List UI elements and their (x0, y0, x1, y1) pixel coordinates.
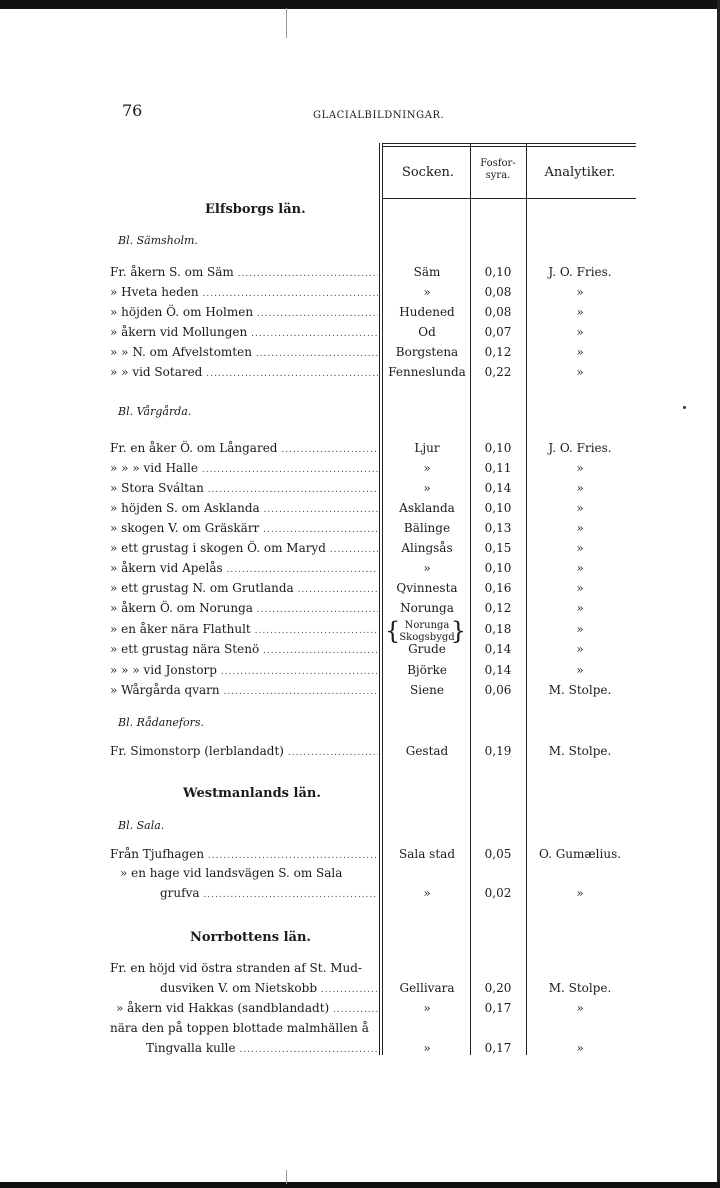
fosforsyra-cell: 0,13 (484, 521, 512, 535)
fosforsyra-cell: 0,22 (484, 365, 512, 379)
table-row (0, 959, 720, 979)
analytiker-cell: » (576, 461, 584, 475)
subsection-title: Bl. Sämsholm. (118, 234, 198, 247)
table-row (0, 539, 720, 559)
locality-desc-cont: Tingvalla kulle ..... (146, 1039, 378, 1059)
fosforsyra-cell: 0,12 (484, 345, 512, 359)
fosforsyra-cell: 0,14 (484, 481, 512, 495)
header-rule-bottom (382, 198, 636, 199)
table-row (0, 303, 720, 323)
table-row (0, 499, 720, 519)
section-heading: Westmanlands län. (183, 786, 321, 801)
analytiker-cell: » (576, 886, 584, 900)
column-header-fosforsyra (472, 158, 524, 182)
locality-desc: » åkern vid Mollungen ..... (110, 323, 378, 343)
table-row (0, 343, 720, 363)
left-brace: { (385, 617, 401, 645)
page-number: 76 (122, 101, 143, 120)
fosforsyra-cell: 0,10 (484, 561, 512, 575)
locality-desc: » åkern vid Hakkas (sandblandadt) ..... (116, 999, 378, 1019)
analytiker-cell: » (576, 365, 584, 379)
socken-cell: Grude (408, 642, 446, 656)
fosforsyra-cell: 0,07 (484, 325, 512, 339)
socken-cell: Qvinnesta (396, 581, 458, 595)
header-rule-top (382, 143, 636, 144)
fosforsyra-cell: 0,17 (484, 1041, 512, 1055)
socken-cell: » (423, 886, 431, 900)
analytiker-cell: J. O. Fries. (548, 265, 612, 279)
socken-line: Norunga (404, 620, 450, 631)
locality-desc: Fr. en höjd vid östra stranden af St. Mud- (110, 961, 362, 975)
fosforsyra-cell: 0,14 (484, 642, 512, 656)
socken-cell: » (423, 561, 431, 575)
analytiker-cell: O. Gumælius. (538, 847, 622, 861)
socken-cell: Gellivara (399, 981, 455, 995)
socken-cell: » (423, 285, 431, 299)
locality-desc: Från Tjufhagen ..... (110, 845, 378, 865)
socken-cell: Asklanda (399, 501, 455, 515)
socken-cell: Siene (410, 683, 444, 697)
locality-desc: nära den på toppen blottade malmhällen å (110, 1021, 369, 1035)
subsection-title: Bl. Rådanefors. (118, 716, 204, 729)
locality-desc: » ett grustag nära Stenö ..... (110, 640, 378, 660)
locality-desc: » höjden Ö. om Holmen ..... (110, 303, 378, 323)
analytiker-cell: M. Stolpe. (548, 744, 612, 758)
subsection-title: Bl. Vårgårda. (118, 405, 192, 418)
socken-cell: Borgstena (395, 345, 459, 359)
column-header-analytiker: Analytiker. (544, 165, 616, 180)
locality-desc: Fr. en åker Ö. om Långared ..... (110, 439, 378, 459)
socken-cell: Björke (407, 663, 447, 677)
analytiker-cell: » (576, 541, 584, 555)
table-row (0, 884, 720, 904)
analytiker-cell: M. Stolpe. (548, 981, 612, 995)
locality-desc: Fr. åkern S. om Säm ..... (110, 263, 378, 283)
fosforsyra-cell: 0,11 (484, 461, 512, 475)
table-row (0, 979, 720, 999)
table-row (0, 999, 720, 1019)
socken-cell: Od (418, 325, 436, 339)
fosforsyra-cell: 0,12 (484, 601, 512, 615)
fosforsyra-cell: 0,05 (484, 847, 512, 861)
socken-cell: Sala stad (399, 847, 455, 861)
table-row (0, 661, 720, 681)
analytiker-cell: » (576, 642, 584, 656)
socken-cell: Gestad (405, 744, 449, 758)
table-row (0, 845, 720, 865)
fosforsyra-cell: 0,10 (484, 441, 512, 455)
scan-border-bottom (0, 1182, 720, 1188)
locality-desc: » » N. om Afvelstomten ..... (110, 343, 378, 363)
locality-desc: » » » vid Jonstorp ..... (110, 661, 378, 681)
right-brace: } (450, 617, 466, 645)
locality-desc: » Wårgårda qvarn ..... (110, 681, 378, 701)
locality-desc-cont: grufva ..... (160, 884, 378, 904)
table-row (0, 1019, 720, 1039)
socken-cell: Bälinge (403, 521, 451, 535)
socken-cell: Fenneslunda (388, 365, 466, 379)
table-row (0, 479, 720, 499)
subsection-title: Bl. Sala. (118, 819, 165, 832)
fold-mark (286, 8, 287, 38)
socken-cell: Hudened (399, 305, 455, 319)
table-row (0, 640, 720, 660)
analytiker-cell: » (576, 1041, 584, 1055)
locality-desc: » » vid Sotared ..... (110, 363, 378, 383)
socken-cell: » (423, 1041, 431, 1055)
table-row (0, 519, 720, 539)
locality-desc: » Hveta heden ..... (110, 283, 378, 303)
analytiker-cell: M. Stolpe. (548, 683, 612, 697)
table-row (0, 283, 720, 303)
analytiker-cell: » (576, 561, 584, 575)
table-row (0, 864, 720, 884)
locality-desc-cont: dusviken V. om Nietskobb ..... (160, 979, 378, 999)
analytiker-cell: » (576, 305, 584, 319)
table-row (0, 363, 720, 383)
scan-border-top (0, 0, 720, 9)
socken-cell: Alingsås (401, 541, 453, 555)
analytiker-cell: » (576, 601, 584, 615)
fosforsyra-cell: 0,08 (484, 305, 512, 319)
analytiker-cell: » (576, 622, 584, 636)
table-row (0, 742, 720, 762)
fosforsyra-cell: 0,14 (484, 663, 512, 677)
table-row (0, 1039, 720, 1059)
section-heading: Elfsborgs län. (205, 202, 306, 217)
locality-desc: » en hage vid landsvägen S. om Sala (120, 866, 343, 880)
table-row (0, 559, 720, 579)
table-row (0, 579, 720, 599)
header-rule-top (382, 146, 636, 147)
analytiker-cell: » (576, 345, 584, 359)
locality-desc: » åkern Ö. om Norunga ..... (110, 599, 378, 619)
socken-cell: » (423, 461, 431, 475)
table-row (0, 323, 720, 343)
fosforsyra-cell: 0,16 (484, 581, 512, 595)
analytiker-cell: » (576, 501, 584, 515)
table-row (0, 620, 720, 640)
table-row (0, 263, 720, 283)
analytiker-cell: » (576, 581, 584, 595)
locality-desc: » höjden S. om Asklanda ..... (110, 499, 378, 519)
locality-desc: » en åker nära Flathult ..... (110, 620, 378, 640)
fosforsyra-cell: 0,08 (484, 285, 512, 299)
locality-desc: » ett grustag N. om Grutlanda ..... (110, 579, 378, 599)
fosforsyra-cell: 0,10 (484, 265, 512, 279)
table-row (0, 439, 720, 459)
running-head: GLACIALBILDNINGAR. (313, 110, 445, 121)
fosforsyra-cell: 0,20 (484, 981, 512, 995)
table-row (0, 599, 720, 619)
table-row (0, 459, 720, 479)
locality-desc: Fr. Simonstorp (lerblandadt) ..... (110, 742, 378, 762)
locality-desc: » skogen V. om Gräskärr ..... (110, 519, 378, 539)
fosforsyra-cell: 0,18 (484, 622, 512, 636)
fosforsyra-cell: 0,06 (484, 683, 512, 697)
socken-cell: » (423, 481, 431, 495)
locality-desc: » » » vid Halle ..... (110, 459, 378, 479)
column-header-fosforsyra-line: syra. (485, 170, 511, 181)
socken-cell: Ljur (414, 441, 440, 455)
analytiker-cell: » (576, 521, 584, 535)
locality-desc: » åkern vid Apelås ..... (110, 559, 378, 579)
section-heading: Norrbottens län. (190, 930, 311, 945)
analytiker-cell: » (576, 285, 584, 299)
socken-cell: Säm (413, 265, 441, 279)
fosforsyra-cell: 0,02 (484, 886, 512, 900)
locality-desc: » ett grustag i skogen Ö. om Maryd ..... (110, 539, 378, 559)
scan-speck (683, 406, 686, 409)
fold-mark (286, 1170, 287, 1184)
table-row (0, 681, 720, 701)
analytiker-cell: » (576, 481, 584, 495)
analytiker-cell: » (576, 325, 584, 339)
fosforsyra-cell: 0,15 (484, 541, 512, 555)
fosforsyra-cell: 0,17 (484, 1001, 512, 1015)
socken-cell: Norunga (400, 601, 454, 615)
column-header-socken: Socken. (401, 165, 455, 180)
socken-cell: » (423, 1001, 431, 1015)
analytiker-cell: » (576, 663, 584, 677)
socken-line: Skogsbygd (399, 632, 455, 643)
fosforsyra-cell: 0,10 (484, 501, 512, 515)
analytiker-cell: J. O. Fries. (548, 441, 612, 455)
column-header-fosforsyra-line: Fosfor- (480, 158, 516, 169)
locality-desc: » Stora Sváltan ..... (110, 479, 378, 499)
analytiker-cell: » (576, 1001, 584, 1015)
fosforsyra-cell: 0,19 (484, 744, 512, 758)
